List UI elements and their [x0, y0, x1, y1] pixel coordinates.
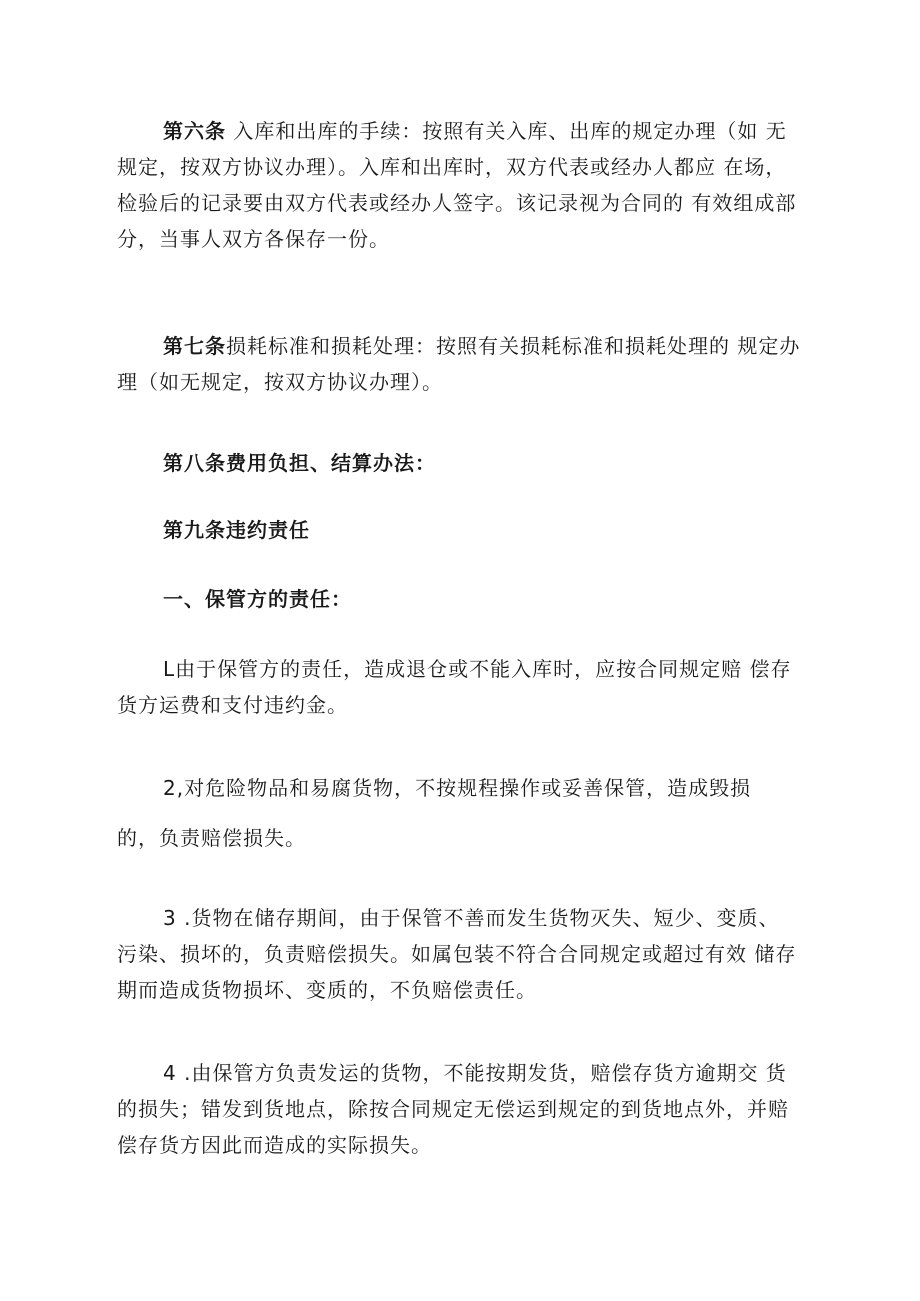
article-7-line-2: 理（如无规定，按双方协议办理）。: [117, 370, 443, 394]
item-2-line-2: 的，负责赔偿损失。: [117, 826, 306, 850]
article-9-paragraph: [117, 512, 817, 548]
article-8-heading: 第八条费用负担、结算办法：: [163, 451, 436, 475]
article-6-paragraph: [117, 113, 817, 257]
article-6-line-1: 第六条 入库和出库的手续：按照有关入库、出库的规定办理（如 无: [163, 119, 787, 143]
article-6-line-2: 规定，按双方协议办理）。入库和出库时，双方代表或经办人都应 在场，: [117, 155, 787, 179]
article-7-heading: 第七条: [163, 334, 226, 358]
article-9-heading: 第九条违约责任: [163, 518, 310, 542]
item-1-line-2: 货方运费和支付违约金。: [117, 693, 348, 717]
section-1-paragraph: [117, 581, 817, 617]
item-3-line-3: 期而造成货物损坏、变质的，不负赔偿责任。: [117, 978, 537, 1002]
article-7-line-1: 第七条损耗标准和损耗处理：按照有关损耗标准和损耗处理的 规定办: [163, 334, 801, 358]
item-1-paragraph: [117, 651, 817, 723]
item-4-paragraph: [117, 1055, 817, 1163]
section-1-heading: 一、保管方的责任：: [163, 587, 352, 611]
item-3-line-1: 3 .货物在储存期间，由于保管不善而发生货物灭失、短少、变质、: [163, 906, 780, 930]
article-7-paragraph: [117, 328, 817, 400]
item-3-line-2: 污染、损坏的，负责赔偿损失。如属包装不符合合同规定或超过有效 储存: [117, 942, 797, 966]
item-4-line-3: 偿存货方因此而造成的实际损失。: [117, 1133, 432, 1157]
item-2-paragraph: [117, 770, 817, 856]
item-1-line-1: L由于保管方的责任，造成退仓或不能入库时，应按合同规定赔 偿存: [163, 657, 792, 681]
article-6-line-4: 分，当事人双方各保存一份。: [117, 227, 390, 251]
item-2-line-1: 2,对危险物品和易腐货物，不按规程操作或妥善保管，造成毁损: [163, 776, 752, 800]
item-4-line-1: 4 .由保管方负责发运的货物，不能按期发货，赔偿存货方逾期交 货: [163, 1061, 787, 1085]
item-4-line-2: 的损失；错发到货地点，除按合同规定无偿运到规定的到货地点外，并赔: [117, 1097, 789, 1121]
article-8-paragraph: [117, 445, 817, 481]
item-3-paragraph: [117, 900, 817, 1008]
article-6-line-3: 检验后的记录要由双方代表或经办人签字。该记录视为合同的 有效组成部: [117, 191, 797, 215]
article-6-heading: 第六条: [163, 119, 226, 143]
